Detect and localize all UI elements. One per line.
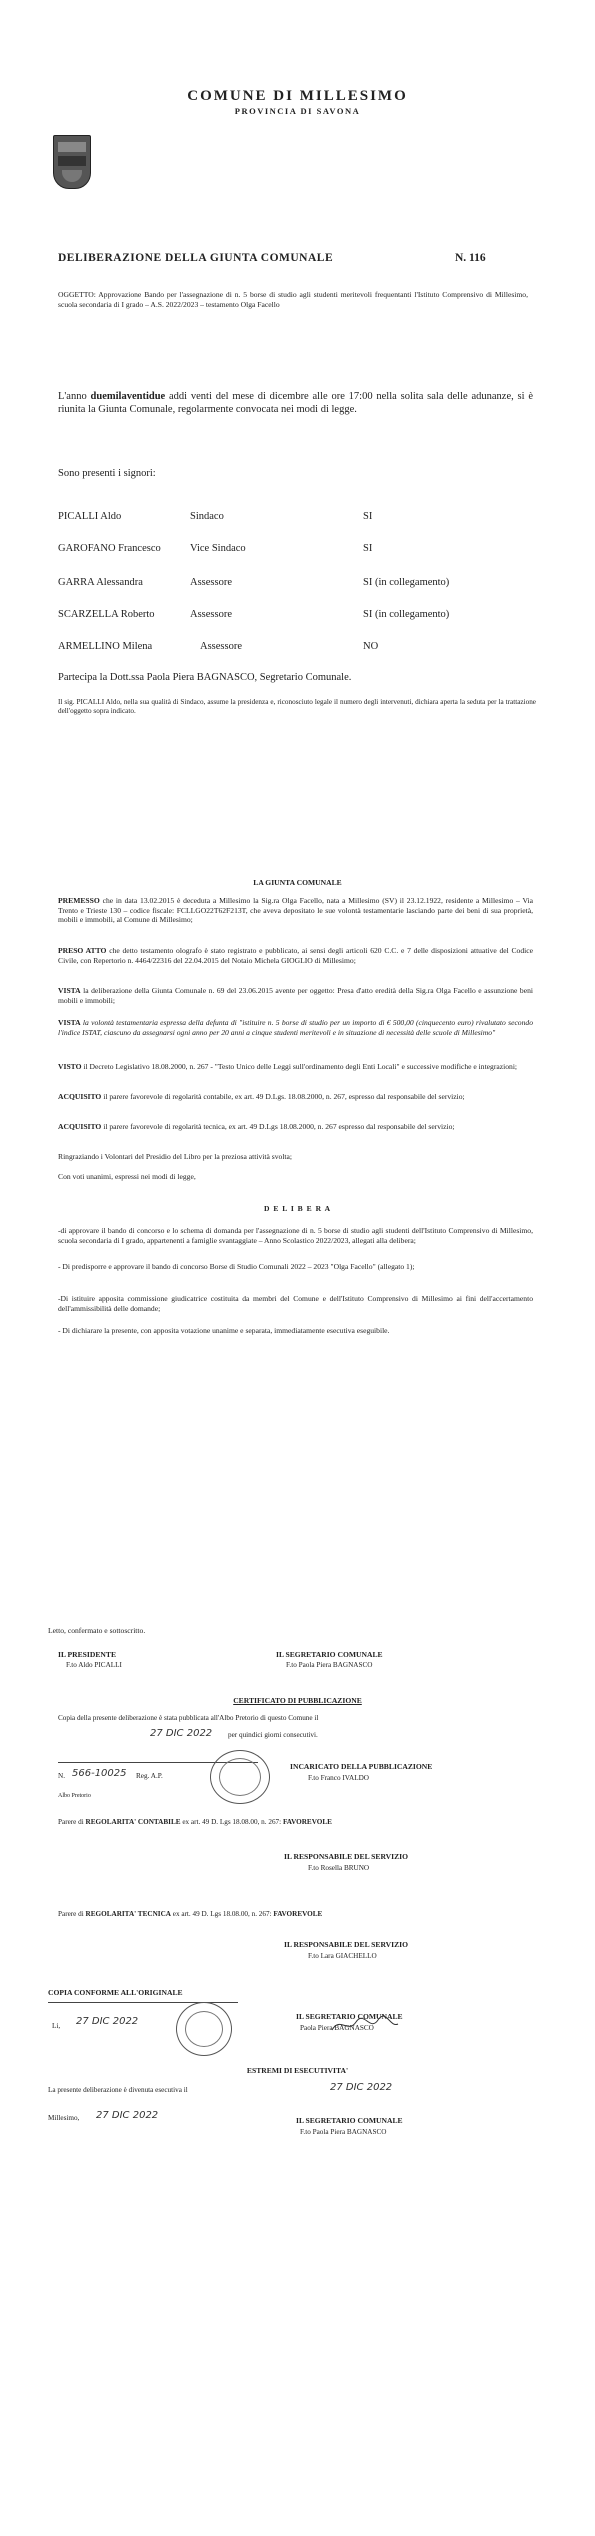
- member-name: PICALLI Aldo: [58, 511, 122, 522]
- page-1: [0, 0, 595, 800]
- secretary-line: Partecipa la Dott.ssa Paola Piera BAGNASCO, Segretario Comunale.: [58, 672, 352, 683]
- premesso-paragraph: PREMESSO che in data 13.02.2015 è deceduta a Millesimo la Sig.ra Olga Facello, nata a Millesimo (SV) il 23.12.1922, residente a Millesimo – Via Trento e Trieste 130 – codice fiscale: FCLLGO22T62F213T, che aveva depositato le sue volontà testamentarie lasciando parte dei beni di sua proprietà, mobili e immobili, al Comune di Millesimo;: [58, 896, 533, 924]
- copia-secretary-label: IL SEGRETARIO COMUNALE: [296, 2012, 403, 2021]
- visto-paragraph: VISTO il Decreto Legislativo 18.08.2000, n. 267 - "Testo Unico delle Leggi sull'ordinamento degli Enti Locali" e successive modifiche e integrazioni;: [58, 1062, 518, 1071]
- thanks-line: Ringraziando i Volontari del Presidio del Libro per la preziosa attività svolta;: [58, 1152, 293, 1161]
- copia-secretary-name: Paola Piera BAGNASCO: [300, 2024, 374, 2032]
- president-label: IL PRESIDENTE: [58, 1650, 117, 1659]
- vista-testament-paragraph: VISTA la volontà testamentaria espressa della defunta di "istituire n. 5 borse di studio per un importo di € 500,00 (cinquecento euro) rivalutato secondo l'indice ISTAT, ciascuno da assegnarsi ogni anno per 20 anni a cinque studenti meritevoli e in situazione di necessità delle scuole di Millesimo": [58, 1018, 533, 1037]
- reg-sub: Albo Pretorio: [58, 1793, 91, 1799]
- member-role: Assessore: [200, 641, 242, 652]
- contabile-resp-name: F.to Rosella BRUNO: [308, 1864, 370, 1872]
- publication-date-stamp: 27 DIC 2022: [150, 1728, 213, 1739]
- reg-prefix: N.: [58, 1772, 65, 1780]
- acquisito-contabile-paragraph: ACQUISITO il parere favorevole di regolarità contabile, ex art. 49 D.Lgs. 18.08.2000, n. 267, espresso dal responsabile del servizio;: [58, 1092, 465, 1101]
- member-role: Assessore: [190, 577, 232, 588]
- member-presence: SI: [363, 511, 373, 522]
- certificate-heading: CERTIFICATO DI PUBBLICAZIONE: [233, 1696, 362, 1705]
- copia-date-stamp: 27 DIC 2022: [76, 2016, 139, 2027]
- copia-li: Li,: [52, 2022, 61, 2030]
- secretary-signature-icon: [330, 2014, 400, 2036]
- esecutivita-secretary-name: F.to Paola Piera BAGNASCO: [300, 2128, 387, 2136]
- deliberation-number: N. 116: [455, 252, 486, 264]
- member-name: ARMELLINO Milena: [58, 641, 153, 652]
- reg-suffix: Reg. A.P.: [136, 1772, 163, 1780]
- comune-title: COMUNE DI MILLESIMO: [187, 88, 408, 104]
- president-name: F.to Aldo PICALLI: [66, 1661, 122, 1669]
- certificate-days: per quindici giorni consecutivi.: [228, 1731, 318, 1739]
- read-confirmed: Letto, confermato e sottoscritto.: [48, 1626, 146, 1635]
- mayor-note: Il sig. PICALLI Aldo, nella sua qualità di Sindaco, assume la presidenza e, riconosciuto legale il numero degli intervenuti, dichiara aperta la seduta per la trattazione dell'oggetto sopra indicato.: [58, 698, 536, 715]
- member-name: SCARZELLA Roberto: [58, 609, 155, 620]
- tecnica-resp-name: F.to Lara GIACHELLO: [308, 1952, 377, 1960]
- member-role: Sindaco: [190, 511, 224, 522]
- member-presence: SI (in collegamento): [363, 609, 450, 620]
- comune-seal-icon: [210, 1750, 270, 1804]
- esecutivita-secretary-label: IL SEGRETARIO COMUNALE: [296, 2116, 403, 2125]
- page-2: [0, 800, 595, 1500]
- esecutivita-place: Millesimo,: [48, 2114, 80, 2122]
- member-presence: NO: [363, 641, 379, 652]
- comune-seal-icon: [176, 2002, 232, 2056]
- giunta-heading: LA GIUNTA COMUNALE: [253, 878, 342, 887]
- tecnica-resp-label: IL RESPONSABILE DEL SERVIZIO: [284, 1940, 409, 1949]
- incaricato-name: F.to Franco IVALDO: [308, 1774, 369, 1782]
- delibera-point-4: - Di dichiarare la presente, con apposita votazione unanime e separata, immediatamente esecutiva eseguibile.: [58, 1326, 390, 1335]
- member-role: Vice Sindaco: [190, 543, 246, 554]
- preso-atto-paragraph: PRESO ATTO che detto testamento olografo è stato registrato e pubblicato, ai sensi degli articoli 620 C.C. e 7 delle disposizioni attuative del Codice Civile, con Repertorio n. 4464/22316 del 22.04.2015 del Notaio Michela GIOGLIO di Millesimo;: [58, 946, 533, 965]
- deliberation-subject: OGGETTO: Approvazione Bando per l'assegnazione di n. 5 borse di studio agli studenti meritevoli frequentanti l'Istituto Comprensivo di Millesimo, scuola secondaria di I grado – A.S. 2022/2023 – testamento Olga Facello: [58, 290, 528, 309]
- parere-tecnica: Parere di REGOLARITA' TECNICA ex art. 49 D. Lgs 18.08.00, n. 267: FAVOREVOLE: [58, 1910, 323, 1918]
- present-label: Sono presenti i signori:: [58, 468, 156, 479]
- votes-line: Con voti unanimi, espressi nei modi di legge,: [58, 1172, 196, 1181]
- secretary-label: IL SEGRETARIO COMUNALE: [276, 1650, 383, 1659]
- incaricato-label: INCARICATO DELLA PUBBLICAZIONE: [290, 1762, 433, 1771]
- province-subtitle: PROVINCIA DI SAVONA: [234, 106, 361, 116]
- reg-number: 566-10025: [72, 1768, 127, 1779]
- certificate-text: Copia della presente deliberazione è stata pubblicata all'Albo Pretorio di questo Comune il: [58, 1714, 319, 1722]
- member-role: Assessore: [190, 609, 232, 620]
- acquisito-tecnica-paragraph: ACQUISITO il parere favorevole di regolarità tecnica, ex art. 49 D.Lgs 18.08.2000, n. 267 espresso dal responsabile del servizio;: [58, 1122, 455, 1131]
- member-presence: SI: [363, 543, 373, 554]
- esecutivita-heading: ESTREMI DI ESECUTIVITA': [246, 2066, 349, 2075]
- delibera-point-2: - Di predisporre e approvare il bando di concorso Borse di Studio Comunali 2022 – 2023 "Olga Facello" (allegato 1);: [58, 1262, 415, 1271]
- vista-deliberation-paragraph: VISTA la deliberazione della Giunta Comunale n. 69 del 23.06.2015 avente per oggetto: Presa d'atto eredità della Sig.ra Olga Facello e assunzione beni mobili e immobili;: [58, 986, 533, 1005]
- contabile-resp-label: IL RESPONSABILE DEL SERVIZIO: [284, 1852, 409, 1861]
- delibera-heading: D E L I B E R A: [263, 1204, 332, 1213]
- esecutivita-place-date: 27 DIC 2022: [96, 2110, 159, 2121]
- meeting-intro: L'anno duemilaventidue addi venti del mese di dicembre alle ore 17:00 nella solita sala delle adunanze, si è riunita la Giunta Comunale, regolarmente convocata nei modi di legge.: [58, 391, 534, 415]
- member-presence: SI (in collegamento): [363, 577, 450, 588]
- parere-contabile: Parere di REGOLARITA' CONTABILE ex art. 49 D. Lgs 18.08.00, n. 267: FAVOREVOLE: [58, 1818, 332, 1826]
- delibera-point-1: -di approvare il bando di concorso e lo schema di domanda per l'assegnazione di n. 5 borse di studio agli studenti dell'Istituto Comprensivo di Millesimo, scuola secondaria di I grado, appartenenti a famiglie svantaggiate – Anno Scolastico 2022/2023, allegati alla delibera;: [58, 1226, 533, 1245]
- deliberation-heading: DELIBERAZIONE DELLA GIUNTA COMUNALE: [58, 252, 334, 264]
- delibera-point-3: -Di istituire apposita commissione giudicatrice costituita da membri del Comune e dell'Istituto Comprensivo di Millesimo ai fini dell'accertamento dell'ammissibilità delle domande;: [58, 1294, 533, 1313]
- esecutivita-text: La presente deliberazione è divenuta esecutiva il: [48, 2086, 188, 2094]
- esecutivita-date-stamp: 27 DIC 2022: [330, 2082, 393, 2093]
- page-3: [0, 1500, 595, 2536]
- member-name: GARRA Alessandra: [58, 577, 143, 588]
- municipal-crest-icon: [53, 135, 91, 189]
- secretary-name: F.to Paola Piera BAGNASCO: [286, 1661, 373, 1669]
- copia-heading: COPIA CONFORME ALL'ORIGINALE: [48, 1988, 183, 1997]
- member-name: GAROFANO Francesco: [58, 543, 161, 554]
